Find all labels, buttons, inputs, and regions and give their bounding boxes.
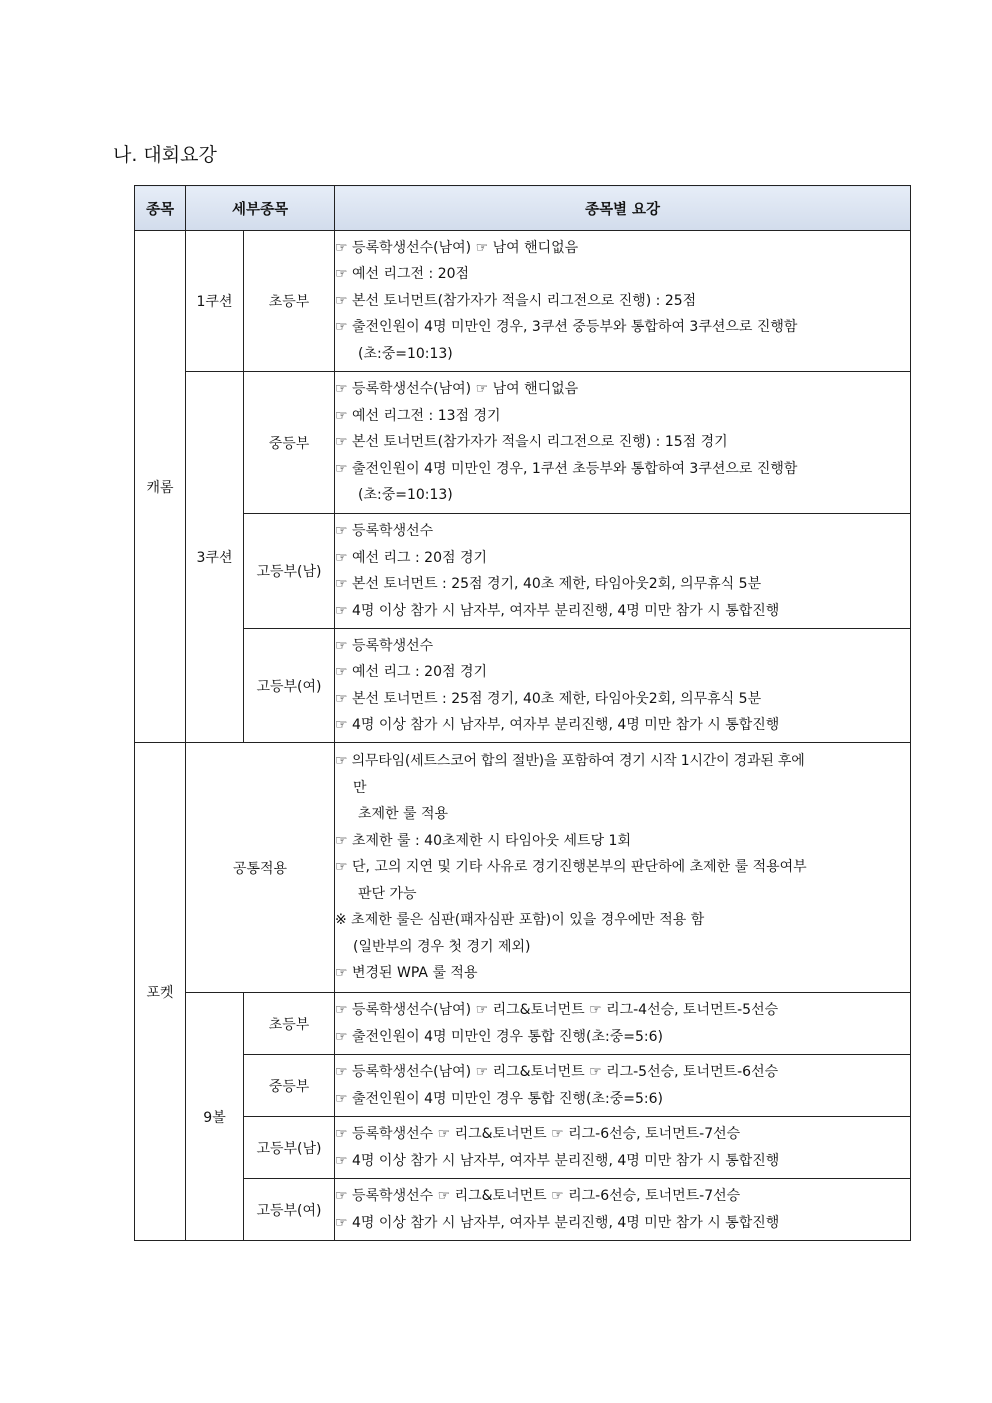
rules-cell bbox=[335, 1179, 911, 1241]
rule-line: ☞ 출전인원이 4명 미만인 경우, 1쿠션 초등부와 통합하여 3쿠션으로 진행함 bbox=[335, 460, 798, 477]
rules-cell bbox=[335, 629, 911, 743]
division-label: 고등부(남) bbox=[244, 1117, 335, 1179]
table-row bbox=[135, 514, 911, 629]
rule-line: ☞ 예선 리그 : 20점 경기 bbox=[335, 664, 488, 680]
rule-line: ☞ 출전인원이 4명 미만인 경우 통합 진행(초:중=5:6) bbox=[335, 1028, 663, 1045]
rule-line: ☞ 4명 이상 참가 시 남자부, 여자부 분리진행, 4명 미만 참가 시 통합진행 bbox=[335, 1214, 780, 1231]
rule-line: ☞ 등록학생선수 bbox=[335, 637, 434, 654]
table-row bbox=[135, 1055, 911, 1117]
header-event: 종목 bbox=[135, 186, 186, 231]
rule-line: ☞ 본선 토너먼트 : 25점 경기, 40초 제한, 타임아웃2회, 의무휴식 5분 bbox=[335, 690, 762, 707]
rule-line: ☞ 본선 토너먼트(참가자가 적을시 리그전으로 진행) : 15점 경기 bbox=[335, 434, 728, 451]
division-label: 고등부(남) bbox=[244, 514, 335, 629]
rule-line: ☞ 본선 토너먼트(참가자가 적을시 리그전으로 진행) : 25점 bbox=[335, 292, 697, 309]
division-label: 초등부 bbox=[244, 993, 335, 1055]
table-row bbox=[135, 1179, 911, 1241]
header-rules: 종목별 요강 bbox=[335, 186, 911, 231]
table-row bbox=[135, 993, 911, 1055]
rule-line: (일반부의 경우 첫 경기 제외) bbox=[353, 938, 531, 955]
rule-line: ☞ 출전인원이 4명 미만인 경우, 3쿠션 중등부와 통합하여 3쿠션으로 진행함 bbox=[335, 319, 798, 336]
rules-cell bbox=[335, 514, 911, 629]
rule-line: ☞ 변경된 WPA 룰 적용 bbox=[335, 965, 478, 982]
table-row bbox=[135, 372, 911, 514]
rule-line: ☞ 4명 이상 참가 시 남자부, 여자부 분리진행, 4명 미만 참가 시 통합진행 bbox=[335, 602, 780, 619]
rule-line: ☞ 예선 리그전 : 13점 경기 bbox=[335, 407, 501, 424]
rule-line: ☞ 등록학생선수 bbox=[335, 523, 434, 539]
rules-cell bbox=[335, 231, 911, 372]
rules-table bbox=[134, 185, 911, 1241]
sub-event-9ball: 9볼 bbox=[186, 993, 244, 1241]
rule-line: ☞ 등록학생선수(남여) ☞ 남여 핸디없음 bbox=[335, 381, 579, 398]
rule-line: ※ 초제한 룰은 심판(패자심판 포함)이 있을 경우에만 적용 함 bbox=[335, 912, 705, 929]
sub-event-3cushion: 3쿠션 bbox=[186, 372, 244, 743]
table-row bbox=[135, 231, 911, 372]
rules-cell bbox=[335, 993, 911, 1055]
table-row bbox=[135, 743, 911, 993]
rule-line: 만 bbox=[353, 779, 367, 796]
rule-line: ☞ 초제한 룰 : 40초제한 시 타임아웃 세트당 1회 bbox=[335, 832, 631, 849]
rule-line: ☞ 단, 고의 지연 및 기타 사유로 경기진행본부의 판단하에 초제한 룰 적용여부 bbox=[335, 859, 807, 876]
rule-line: 초제한 룰 적용 bbox=[358, 806, 449, 823]
rule-line: ☞ 본선 토너먼트 : 25점 경기, 40초 제한, 타임아웃2회, 의무휴식 5분 bbox=[335, 576, 762, 592]
division-label: 중등부 bbox=[244, 1055, 335, 1117]
division-label: 중등부 bbox=[244, 372, 335, 514]
rule-line: ☞ 의무타임(세트스코어 합의 절반)을 포함하여 경기 시작 1시간이 경과된 후에 bbox=[335, 753, 805, 770]
rule-line: ☞ 4명 이상 참가 시 남자부, 여자부 분리진행, 4명 미만 참가 시 통합진행 bbox=[335, 1152, 780, 1169]
rule-line: ☞ 예선 리그전 : 20점 bbox=[335, 266, 470, 283]
rules-cell bbox=[335, 743, 911, 993]
rule-line: ☞ 등록학생선수 ☞ 리그&토너먼트 ☞ 리그-6선승, 토너먼트-7선승 bbox=[335, 1188, 741, 1204]
rule-line: (초:중=10:13) bbox=[358, 487, 453, 504]
event-carom: 캐롬 bbox=[135, 231, 186, 743]
table-row bbox=[135, 1117, 911, 1179]
sub-event-1cushion: 1쿠션 bbox=[186, 231, 244, 372]
header-row bbox=[135, 186, 911, 231]
rule-line: ☞ 등록학생선수(남여) ☞ 리그&토너먼트 ☞ 리그-4선승, 토너먼트-5선승 bbox=[335, 1002, 779, 1018]
rule-line: ☞ 등록학생선수 ☞ 리그&토너먼트 ☞ 리그-6선승, 토너먼트-7선승 bbox=[335, 1126, 741, 1142]
table-row bbox=[135, 629, 911, 743]
rules-cell bbox=[335, 1055, 911, 1117]
section-title: 나. 대회요강 bbox=[113, 144, 217, 166]
rule-line: ☞ 등록학생선수(남여) ☞ 리그&토너먼트 ☞ 리그-5선승, 토너먼트-6선승 bbox=[335, 1064, 779, 1080]
division-label: 고등부(여) bbox=[244, 629, 335, 743]
sub-event-common: 공통적용 bbox=[186, 743, 335, 993]
rules-cell bbox=[335, 372, 911, 514]
rule-line: ☞ 4명 이상 참가 시 남자부, 여자부 분리진행, 4명 미만 참가 시 통합진행 bbox=[335, 717, 780, 733]
rules-cell bbox=[335, 1117, 911, 1179]
rule-line: (초:중=10:13) bbox=[358, 345, 453, 362]
rule-line: ☞ 등록학생선수(남여) ☞ 남여 핸디없음 bbox=[335, 239, 579, 256]
division-label: 고등부(여) bbox=[244, 1179, 335, 1241]
rule-line: 판단 가능 bbox=[358, 885, 417, 902]
rule-line: ☞ 예선 리그 : 20점 경기 bbox=[335, 549, 488, 566]
rule-line: ☞ 출전인원이 4명 미만인 경우 통합 진행(초:중=5:6) bbox=[335, 1090, 663, 1107]
event-pocket: 포켓 bbox=[135, 743, 186, 1241]
header-sub-event: 세부종목 bbox=[186, 186, 335, 231]
division-label: 초등부 bbox=[244, 231, 335, 372]
